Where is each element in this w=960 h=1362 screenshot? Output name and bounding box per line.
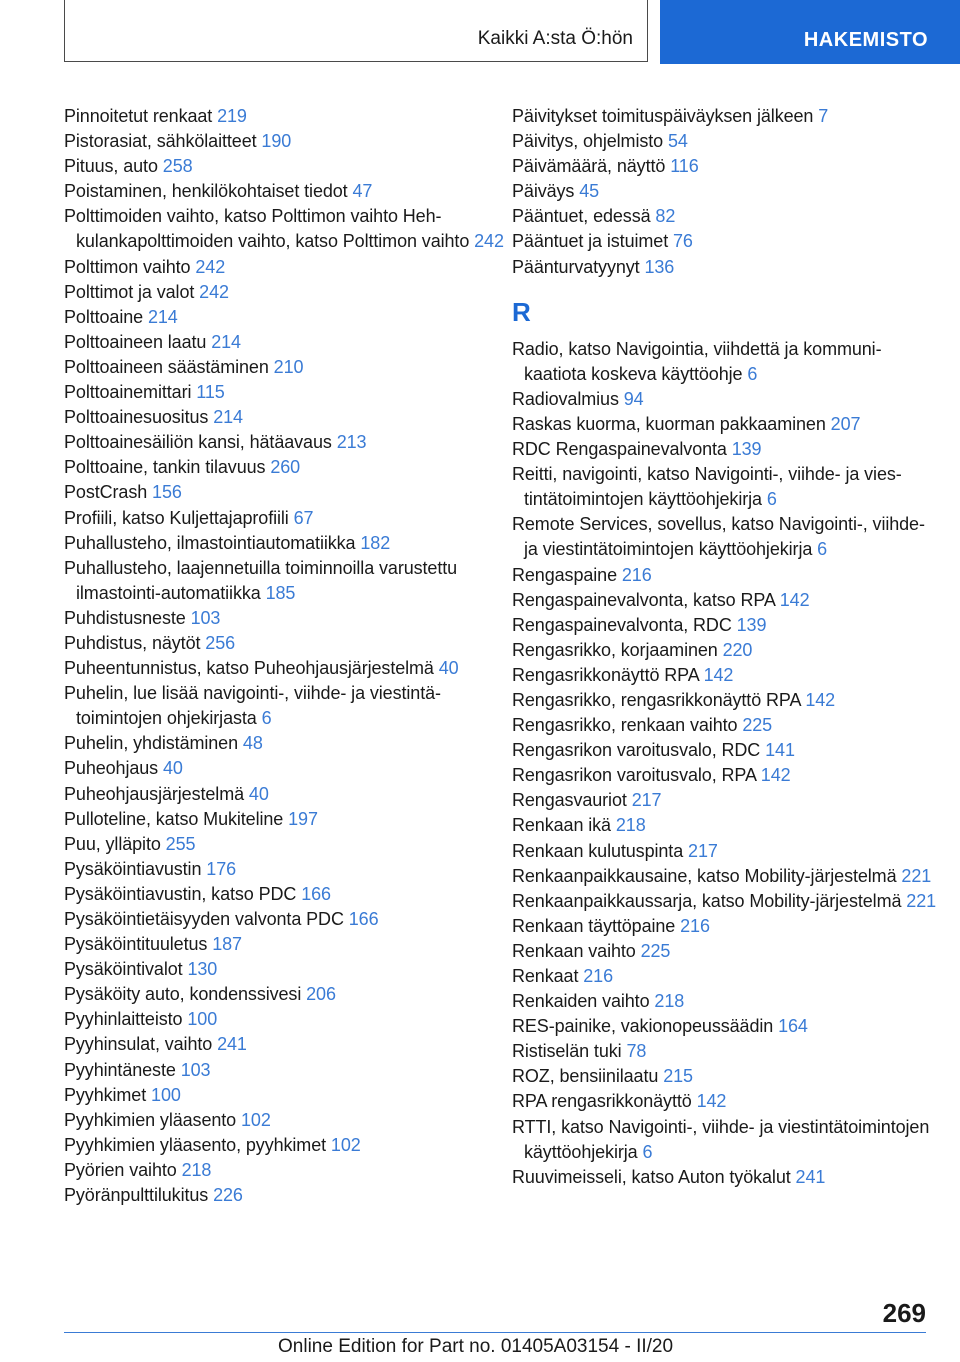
index-entry-page-link[interactable]: 6 [766, 489, 777, 510]
index-entry [64, 731, 504, 756]
index-entry-text: Reitti, navigointi, katso Navigointi-, viihde- ja viestintätoimintojen käyttöohjekirja [512, 464, 902, 510]
index-entry-page-link[interactable]: 215 [663, 1066, 693, 1087]
index-entry-page-link[interactable]: 94 [623, 388, 644, 409]
index-entry [64, 330, 504, 355]
index-entry [512, 255, 937, 280]
footer-edition-text: Online Edition for Part no. 01405A03154 - II/20 [278, 1336, 674, 1357]
index-entry-page-link[interactable]: 218 [181, 1159, 212, 1180]
index-entry [512, 713, 937, 738]
index-entry-text: Pysäköintiavustin [64, 858, 202, 879]
index-entry-page-link[interactable]: 242 [199, 281, 229, 302]
index-entry-page-link[interactable]: 216 [583, 966, 613, 986]
index-entry-text: RES-painike, vakionopeussäädin [512, 1016, 774, 1037]
tab-all-label: Kaikki A:sta Ö:hön [477, 28, 633, 49]
index-entry-text: Rengasvauriot [512, 790, 627, 811]
index-entry [64, 455, 504, 480]
index-entry-page-link[interactable]: 116 [670, 156, 699, 177]
index-entry-text: Rengasrikko, rengasrikkonäyttö RPA [512, 689, 801, 710]
index-entry-text: Rengaspainevalvonta, katso RPA [512, 589, 775, 610]
index-entry-page-link[interactable]: 40 [438, 658, 459, 679]
index-entry [64, 556, 504, 606]
index-entry-page-link[interactable]: 217 [631, 790, 662, 811]
index-entry [512, 1064, 937, 1089]
index-entry [512, 763, 937, 788]
index-entry [64, 807, 504, 832]
index-entry-text: Pyörien vaihto [64, 1159, 177, 1180]
index-entry [512, 337, 937, 387]
index-entry [512, 889, 937, 914]
index-entry-text: Renkaiden vaihto [512, 991, 650, 1012]
index-entry [64, 506, 504, 531]
index-entry-page-link[interactable]: 216 [680, 915, 710, 936]
index-entry [64, 1032, 504, 1057]
index-entry-page-link[interactable]: 258 [162, 156, 193, 177]
index-entry-page-link[interactable]: 130 [187, 959, 218, 980]
index-entry-page-link[interactable]: 221 [901, 865, 932, 886]
index-entry-page-link[interactable]: 142 [703, 664, 734, 685]
index-entry-text: Pulloteline, katso Mukiteline [64, 808, 284, 829]
index-entry-page-link[interactable]: 142 [805, 689, 836, 710]
index-entry-text: Remote Services, sovellus, katso Navigointi-, viihde- ja viestintätoimintojen käyttöohjekirja [512, 514, 925, 560]
index-entry [64, 882, 504, 907]
index-entry-page-link[interactable]: 176 [206, 858, 237, 879]
index-entry-page-link[interactable]: 213 [336, 432, 367, 453]
index-entry-page-link[interactable]: 166 [301, 883, 331, 904]
index-entry [64, 1108, 504, 1133]
index-entry-page-link[interactable]: 164 [778, 1016, 808, 1037]
index-entry-page-link[interactable]: 102 [241, 1109, 271, 1130]
index-entry-page-link[interactable]: 226 [213, 1185, 243, 1206]
index-entry-page-link[interactable]: 115 [196, 382, 225, 403]
index-entry-text: Polttoaine [64, 306, 144, 327]
index-entry [64, 907, 504, 932]
index-entry-page-link[interactable]: 182 [360, 532, 391, 553]
section-letter-r: R [512, 296, 531, 327]
index-entry-page-link[interactable]: 166 [348, 909, 379, 929]
index-entry-text: Pysäköity auto, kondenssivesi [64, 984, 302, 1005]
index-entry [64, 1133, 504, 1158]
index-entry [512, 964, 937, 989]
index-entry [512, 1089, 937, 1114]
index-entry-page-link[interactable]: 67 [293, 507, 314, 528]
index-entry-page-link[interactable]: 218 [654, 991, 685, 1012]
index-entry-page-link[interactable]: 260 [270, 457, 301, 478]
index-entry [64, 832, 504, 857]
index-entry-page-link[interactable]: 242 [195, 256, 226, 277]
index-column-left [64, 104, 504, 1208]
index-entry [512, 563, 937, 588]
index-entry-page-link[interactable]: 100 [187, 1009, 218, 1030]
index-entry [64, 405, 504, 430]
index-entry-page-link[interactable]: 185 [265, 582, 296, 603]
index-entry [64, 129, 504, 154]
index-entry [512, 229, 937, 254]
footer-divider [64, 1332, 926, 1333]
index-entry-page-link[interactable]: 197 [288, 808, 318, 829]
index-entry-text: Polttoainesäiliön kansi, hätäavaus [64, 432, 332, 453]
index-entry-text: Rengasrikon varoitusvalo, RPA [512, 765, 756, 786]
index-entry-text: Pyyhkimet [64, 1084, 147, 1105]
index-entry [64, 606, 504, 631]
index-entry-text: RDC Rengaspainevalvonta [512, 439, 727, 460]
index-entry-page-link[interactable]: 136 [644, 256, 675, 277]
index-entry-page-link[interactable]: 219 [217, 106, 247, 126]
index-entry [512, 512, 937, 562]
index-entry-text: Renkaat [512, 966, 579, 986]
index-entry-page-link[interactable]: 54 [667, 131, 688, 152]
index-group-p-continued [512, 104, 937, 280]
index-entry-text: Päivämäärä, näyttö [512, 156, 666, 177]
index-entry-page-link[interactable]: 225 [742, 715, 773, 736]
tab-index[interactable] [660, 0, 960, 64]
index-entry [512, 939, 937, 964]
index-entry-page-link[interactable]: 40 [163, 758, 183, 779]
index-entry-page-link[interactable]: 187 [212, 934, 242, 955]
index-entry-text: Puhdistusneste [64, 607, 186, 628]
index-entry-page-link[interactable]: 241 [217, 1034, 247, 1055]
index-entry-page-link[interactable]: 217 [688, 840, 718, 861]
index-entry-page-link[interactable]: 216 [621, 564, 652, 585]
index-entry-text: Pääntuet ja istuimet [512, 231, 669, 252]
index-entry-text: Renkaan vaihto [512, 940, 636, 961]
index-entry [64, 631, 504, 656]
index-entry-page-link[interactable]: 6 [261, 708, 272, 729]
index-entry-text: Rengaspaine [512, 564, 617, 585]
index-entry-page-link[interactable]: 142 [760, 765, 791, 786]
index-entry [64, 1058, 504, 1083]
index-entry-text: Ristiselän tuki [512, 1041, 622, 1062]
index-entry-text: RTTI, katso Navigointi-, viihde- ja viestintätoimintojen käyttöohjekirja [512, 1116, 930, 1162]
index-entry-page-link[interactable]: 207 [830, 413, 861, 434]
index-entry [512, 688, 937, 713]
index-entry-text: Renkaan kulutuspinta [512, 840, 684, 861]
index-entry-text: Puheohjaus [64, 758, 159, 779]
index-entry-text: Polttimot ja valot [64, 281, 195, 302]
index-entry-page-link[interactable]: 139 [731, 439, 762, 460]
page-number: 269 [882, 1298, 926, 1328]
index-entry [64, 305, 504, 330]
index-entry-page-link[interactable]: 102 [330, 1134, 361, 1155]
index-entry-text: Renkaanpaikkaussarja, katso Mobility-järjestelmä [512, 890, 902, 911]
index-entry-text: Päivitykset toimituspäiväyksen jälkeen [512, 106, 814, 126]
index-entry-page-link[interactable]: 255 [165, 833, 196, 854]
index-entry [64, 756, 504, 781]
index-entry-page-link[interactable]: 206 [306, 984, 336, 1005]
index-entry [512, 914, 937, 939]
index-entry [64, 531, 504, 556]
index-entry-page-link[interactable]: 40 [248, 783, 269, 804]
index-entry [512, 1014, 937, 1039]
index-entry [512, 204, 937, 229]
index-entry-text: Polttimoiden vaihto, katso Polttimon vaihto Hehkulankapolttimoiden vaihto, katso Polttimon vaihto [64, 206, 470, 252]
index-entry [64, 656, 504, 681]
index-entry [512, 437, 937, 462]
index-entry [64, 681, 504, 731]
index-entry [64, 857, 504, 882]
index-entry-page-link[interactable]: 156 [152, 482, 182, 503]
index-entry [512, 387, 937, 412]
index-entry [64, 982, 504, 1007]
index-entry-text: Päiväys [512, 181, 575, 202]
index-entry-page-link[interactable]: 142 [779, 589, 810, 610]
index-entry-page-link[interactable]: 225 [640, 940, 671, 961]
index-entry-page-link[interactable]: 103 [180, 1059, 211, 1080]
index-entry-page-link[interactable]: 139 [736, 614, 767, 635]
index-entry [512, 104, 937, 129]
index-entry-text: Radio, katso Navigointia, viihdettä ja kommunikaatiota koskeva käyttöohje [512, 338, 882, 384]
index-entry-page-link[interactable]: 214 [147, 306, 178, 327]
index-entry [64, 179, 504, 204]
index-entry [64, 957, 504, 982]
index-entry-page-link[interactable]: 48 [242, 733, 263, 754]
index-entry-text: Päänturvatyynyt [512, 256, 640, 277]
index-entry [64, 154, 504, 179]
index-entry-page-link[interactable]: 218 [615, 815, 646, 836]
index-entry [512, 813, 937, 838]
index-entry [512, 129, 937, 154]
index-entry-text: Pysäköintituuletus [64, 934, 208, 955]
index-entry-text: Polttoaineen laatu [64, 331, 207, 352]
index-entry-page-link[interactable]: 220 [722, 639, 753, 660]
index-entry [512, 154, 937, 179]
index-entry-page-link[interactable]: 6 [817, 539, 828, 560]
index-entry [512, 1115, 937, 1165]
index-entry-text: Pääntuet, edessä [512, 206, 651, 227]
index-entry-text: Puu, ylläpito [64, 833, 161, 854]
index-entry-page-link[interactable]: 7 [818, 106, 829, 126]
top-navigation [64, 0, 960, 64]
index-entry [64, 280, 504, 305]
index-entry-text: Renkaan täyttöpaine [512, 915, 676, 936]
index-entry [512, 738, 937, 763]
index-entry-page-link[interactable]: 242 [474, 231, 504, 252]
index-entry-text: RPA rengasrikkonäyttö [512, 1091, 692, 1112]
index-entry-page-link[interactable]: 100 [151, 1084, 181, 1105]
index-entry [512, 1039, 937, 1064]
index-entry-page-link[interactable]: 82 [655, 206, 676, 227]
index-entry-page-link[interactable]: 141 [765, 740, 795, 761]
index-entry-text: Radiovalmius [512, 388, 619, 409]
index-entry-text: Pysäköintiavustin, katso PDC [64, 883, 297, 904]
index-entry [512, 412, 937, 437]
index-entry-text: Pyyhkimien yläasento [64, 1109, 237, 1130]
index-entry [64, 1007, 504, 1032]
index-entry [64, 355, 504, 380]
index-entry [64, 782, 504, 807]
index-entry [512, 788, 937, 813]
index-entry-text: ROZ, bensiinilaatu [512, 1066, 659, 1087]
index-entry-text: Renkaan ikä [512, 815, 611, 836]
index-entry [512, 989, 937, 1014]
index-entry [64, 1158, 504, 1183]
index-entry-text: Puheohjausjärjestelmä [64, 783, 245, 804]
index-entry [64, 255, 504, 280]
index-entry-text: Raskas kuorma, kuorman pakkaaminen [512, 413, 826, 434]
index-entry [512, 1165, 937, 1190]
index-entry-text: Puhallusteho, ilmastointiautomatiikka [64, 532, 356, 553]
index-entry-text: Pyyhintäneste [64, 1059, 176, 1080]
index-entry-text: Polttimon vaihto [64, 256, 191, 277]
index-entry-text: Rengasrikkonäyttö RPA [512, 664, 699, 685]
index-entry [512, 839, 937, 864]
index-entry-text: Pinnoitetut renkaat [64, 106, 213, 126]
index-entry-text: Puhdistus, näytöt [64, 632, 201, 653]
index-entry [64, 380, 504, 405]
index-entry-text: Puheentunnistus, katso Puheohjausjärjestelmä [64, 658, 434, 679]
index-entry-text: Polttoaineen säästäminen [64, 356, 269, 377]
index-entry [512, 638, 937, 663]
index-entry-text: Puhallusteho, laajennetuilla toiminnoilla varustettu ilmastointi-automatiikka [64, 557, 458, 603]
index-entry [512, 864, 937, 889]
index-entry-text: Pysäköintietäisyyden valvonta PDC [64, 909, 344, 929]
index-entry-page-link[interactable]: 6 [642, 1141, 653, 1162]
index-entry-text: Rengasrikon varoitusvalo, RDC [512, 740, 761, 761]
index-entry-text: Profiili, katso Kuljettajaprofiili [64, 507, 289, 528]
index-entry-text: Poistaminen, henkilökohtaiset tiedot [64, 181, 348, 202]
index-entry-text: Renkaanpaikkausaine, katso Mobility-järjestelmä [512, 865, 897, 886]
index-entry-text: Pistorasiat, sähkölaitteet [64, 131, 257, 152]
index-entry-text: Polttoainemittari [64, 382, 192, 403]
index-entry-text: Rengasrikko, renkaan vaihto [512, 715, 738, 736]
index-entry-page-link[interactable]: 47 [352, 181, 373, 202]
index-entry-text: Puhelin, yhdistäminen [64, 733, 239, 754]
index-entry [64, 1183, 504, 1208]
index-entry-page-link[interactable]: 214 [213, 407, 243, 428]
tab-all-a-to-z[interactable] [64, 0, 648, 62]
index-entry-page-link[interactable]: 214 [211, 331, 241, 352]
index-entry [512, 663, 937, 688]
index-entry-text: Pyyhkimien yläasento, pyyhkimet [64, 1134, 327, 1155]
index-entry-text: Polttoaine, tankin tilavuus [64, 457, 266, 478]
index-entry [64, 1083, 504, 1108]
index-entry [512, 179, 937, 204]
index-entry-page-link[interactable]: 241 [795, 1166, 826, 1187]
index-entry-page-link[interactable]: 142 [696, 1091, 727, 1112]
index-entry-page-link[interactable]: 76 [673, 231, 693, 252]
index-entry-page-link[interactable]: 190 [261, 131, 292, 152]
index-entry-text: Päivitys, ohjelmisto [512, 131, 664, 152]
index-entry-text: Rengasrikko, korjaaminen [512, 639, 718, 660]
index-entry-page-link[interactable]: 78 [626, 1041, 647, 1062]
index-entry-text: PostCrash [64, 482, 148, 503]
index-entry-text: Puhelin, lue lisää navigointi-, viihde- ja viestintätoimintojen ohjekirjasta [64, 683, 442, 729]
index-entry-text: Rengaspainevalvonta, RDC [512, 614, 732, 635]
tab-index-label: HAKEMISTO [803, 29, 928, 51]
index-group-r [512, 337, 937, 1190]
index-entry-page-link[interactable]: 256 [205, 632, 236, 653]
index-entry-page-link[interactable]: 221 [906, 890, 937, 911]
index-entry-text: Ruuvimeisseli, katso Auton työkalut [512, 1166, 791, 1187]
index-entry [512, 462, 937, 512]
index-entry [64, 204, 504, 254]
index-entry [512, 613, 937, 638]
index-entry-page-link[interactable]: 45 [579, 181, 600, 202]
index-entry-text: Pyyhinsulat, vaihto [64, 1034, 213, 1055]
index-entry-page-link[interactable]: 6 [747, 363, 758, 384]
index-entry [64, 104, 504, 129]
index-entry-text: Pysäköintivalot [64, 959, 183, 980]
index-entry-page-link[interactable]: 103 [190, 607, 221, 628]
index-entry [64, 430, 504, 455]
index-entry-text: Pyyhinlaitteisto [64, 1009, 183, 1030]
index-entry [64, 932, 504, 957]
index-entry-page-link[interactable]: 210 [273, 356, 304, 377]
index-entry [64, 480, 504, 505]
index-entry-text: Pyöränpulttilukitus [64, 1185, 209, 1206]
index-entry-text: Pituus, auto [64, 156, 158, 177]
index-entry-text: Polttoainesuositus [64, 407, 209, 428]
index-column-right [512, 104, 937, 1190]
index-entry [512, 588, 937, 613]
footer-edition [278, 1336, 673, 1358]
